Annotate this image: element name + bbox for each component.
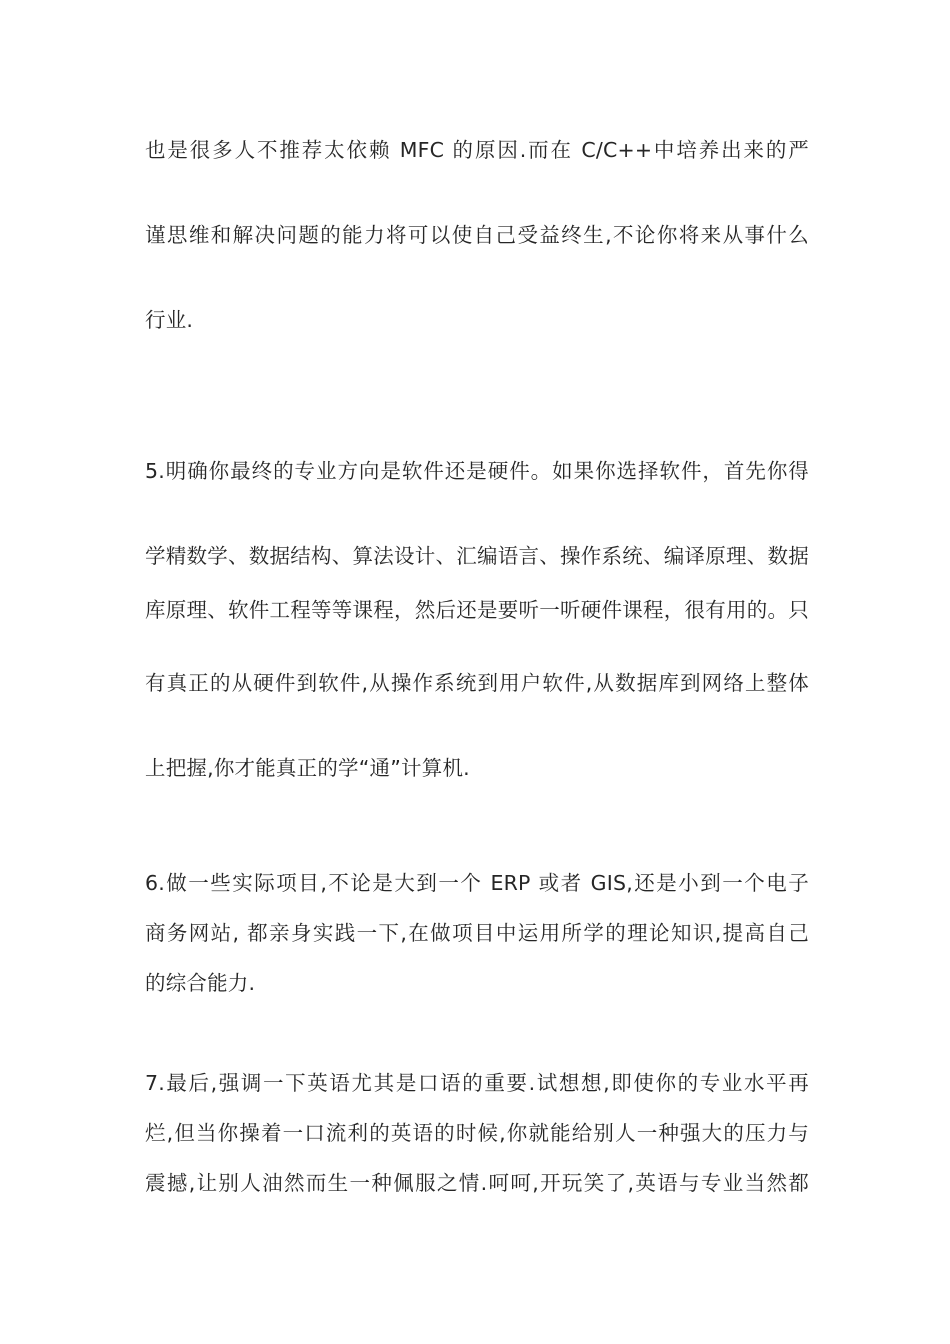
text-line-10: 商务网站, 都亲身实践一下,在做项目中运用所学的理论知识,提高自己	[145, 921, 809, 945]
text-line-3: 行业.	[145, 308, 194, 332]
text-line-13: 烂,但当你操着一口流利的英语的时候,你就能给别人一种强大的压力与	[145, 1121, 809, 1145]
text-line-1: 也是很多人不推荐太依赖 MFC 的原因.而在 C/C++中培养出来的严	[145, 138, 809, 162]
text-line-14: 震撼,让别人油然而生一种佩服之情.呵呵,开玩笑了,英语与专业当然都	[145, 1171, 809, 1195]
text-line-9: 6.做一些实际项目,不论是大到一个 ERP 或者 GIS,还是小到一个电子	[145, 871, 809, 895]
text-line-4: 5.明确你最终的专业方向是软件还是硬件。如果你选择软件，首先你得	[145, 459, 809, 483]
text-line-12: 7.最后,强调一下英语尤其是口语的重要.试想想,即使你的专业水平再	[145, 1071, 809, 1095]
text-line-11: 的综合能力.	[145, 971, 256, 995]
text-line-7: 有真正的从硬件到软件,从操作系统到用户软件,从数据库到网络上整体	[145, 671, 809, 695]
text-line-5: 学精数学、数据结构、算法设计、汇编语言、操作系统、编译原理、数据	[145, 544, 809, 568]
text-line-6: 库原理、软件工程等等课程，然后还是要听一听硬件课程，很有用的。只	[145, 598, 809, 622]
text-line-2: 谨思维和解决问题的能力将可以使自己受益终生,不论你将来从事什么	[145, 223, 809, 247]
text-line-8: 上把握,你才能真正的学“通”计算机.	[145, 756, 470, 780]
